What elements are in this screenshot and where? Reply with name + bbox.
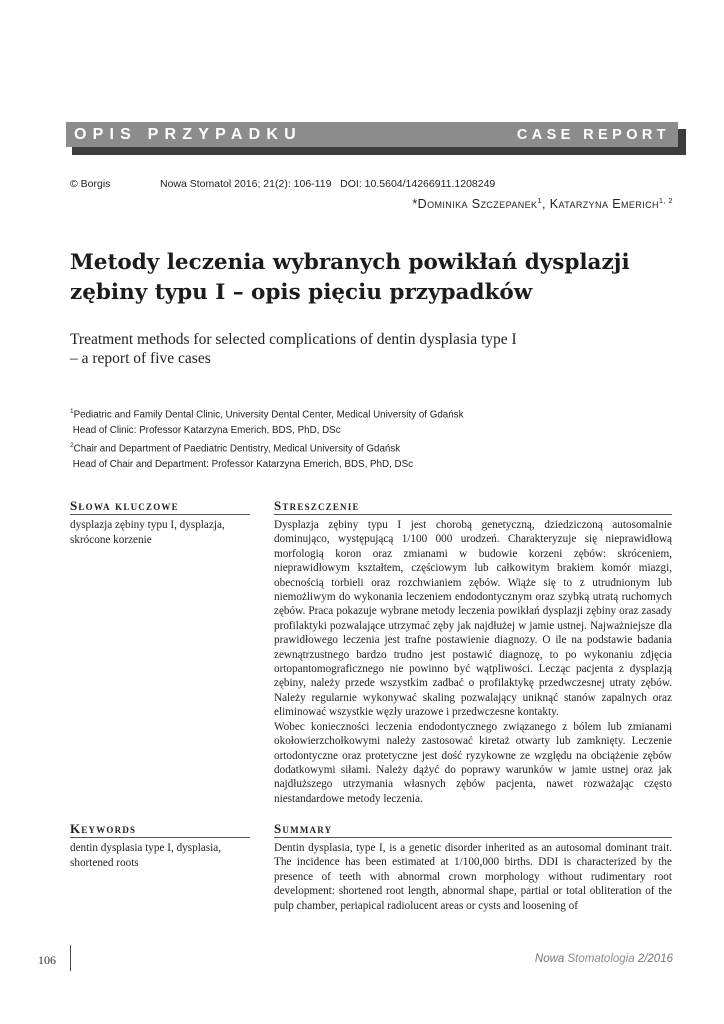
journal-citation: Nowa Stomatol 2016; 21(2): 106-119 DOI: 10.5604/14266911.1208249: [160, 178, 496, 190]
title-pl-line-2: zębiny typu I – opis pięciu przypadków: [70, 280, 533, 305]
author-separator: ,: [542, 197, 550, 212]
keywords-en-rule: [70, 837, 250, 838]
article-title-pl: [70, 248, 670, 308]
footer-divider: [70, 945, 71, 971]
keywords-en-line-1: dentin dysplasia type I, dysplasia,: [70, 842, 222, 854]
abstract-pl-paragraph-2: Wobec konieczności leczenia endodontycznego związanego z bólem lub zmianami okołowierzchołkowymi należy zastosować kiretaż otwarty lub zamknięty. Leczenie ortodontyczne oraz protetyczne jest dość ryzykowne ze względu na obciążenie zębów dodatkowymi siłami. Należy dążyć do poprawy warunków w jamie ustnej oraz jak najdłuższego utrzymania własnych zębów pacjenta, nawet rozważając często niestandardowe metody leczenia.: [274, 720, 672, 805]
abstract-pl-rule: [274, 514, 672, 515]
article-title-en: [70, 330, 680, 368]
affiliation-text: Chair and Department of Paediatric Dentistry, Medical University of Gdańsk: [73, 443, 401, 455]
affiliation-marker: 1: [70, 408, 74, 415]
author-list: [412, 196, 673, 211]
keywords-pl-heading: Słowa kluczowe: [70, 498, 179, 513]
affiliations: [70, 404, 463, 473]
keywords-pl: [70, 518, 250, 547]
title-en-line-1: Treatment methods for selected complications of dentin dysplasia type I: [70, 331, 517, 348]
keywords-en: [70, 841, 250, 870]
abstract-en-rule: [274, 837, 672, 838]
affiliation-text: Head of Chair and Department: Professor Katarzyna Emerich, BDS, PhD, DSc: [70, 459, 414, 471]
section-banner: [66, 122, 678, 147]
section-label-pl: OPIS PRZYPADKU: [74, 125, 302, 143]
keywords-pl-line-2: skrócone korzenie: [70, 533, 152, 546]
abstract-en-paragraph-1: Dentin dysplasia, type I, is a genetic disorder inherited as an autosomal dominant trait. The incidence has been estimated at 1/100,000 births. DDI is characterized by the presence of teeth with abnormal crown morphology without rudimentary root development: shortened root length, abnormal shape, partial or total obliteration of the pulp chamber, periapical radiolucent areas or cysts and loosening of: [274, 842, 672, 912]
author-1: *Dominika Szczepanek: [412, 197, 538, 212]
publisher: © Borgis: [70, 178, 111, 190]
affiliation-line: [70, 457, 463, 473]
affiliation-text: Pediatric and Family Dental Clinic, University Dental Center, Medical University of Gdańsk: [73, 409, 464, 421]
title-pl-line-1: Metody leczenia wybranych powikłań dysplazji: [70, 250, 630, 275]
affiliation-line: [70, 438, 463, 457]
journal-prefix: Nowa: [534, 953, 568, 965]
section-label-en: CASE REPORT: [516, 126, 670, 143]
journal-name: Stomatologia: [567, 953, 635, 965]
page-number: 106: [38, 953, 56, 967]
abstract-en: [274, 841, 672, 913]
keywords-pl-rule: [70, 514, 250, 515]
abstract-pl-heading: Streszczenie: [274, 498, 360, 513]
keywords-en-line-2: shortened roots: [70, 856, 139, 869]
keywords-en-heading: Keywords: [70, 821, 137, 836]
affiliation-marker: 2: [70, 442, 74, 450]
author-2-affiliation: 1, 2: [658, 196, 673, 205]
abstract-pl-paragraph-1: Dysplazja zębiny typu I jest chorobą genetyczną, dziedziczoną autosomalnie dominująco, występującą 1/100 000 urodzeń. Charakteryzuje się nieprawidłową morfologią koron oraz zmianami w budowie korzeni zębów: skróceniem, nieprawidłowym kształtem, częściowym lub całkowitym brakiem komór miazgi, obecnością torbieli oraz rozchwianiem zębów. Wiąże się to z utrudnionym lub niemożliwym do wykonania leczeniem endodontycznym oraz szybką utratą ruchomych zębów. Praca pokazuje wybrane metody leczenia powikłań dysplazji zębiny oraz zasady profilaktyki pozwalające utrzymać zęby jak najdłużej w jamie ustnej. Najważniejsze dla prawidłowego leczenia jest trafne postawienie diagnozy. O ile na podstawie badania zewnątrzustnego bardzo trudno jest postawić diagnozę, to po wykonaniu zdjęcia ortopantomograficznego nie powinno być wątpliwości. Lecząc pacjenta z dysplazją zębiny, należy przede wszystkim zadbać o profilaktykę przedwczesnej utraty zębów. Należy regularnie wykonywać skaling pozwalający uniknąć stanów zapalnych oraz eliminować wszystkie węzły urazowe i przedwczesne kontakty.: [274, 519, 672, 719]
journal-issue: 2/2016: [634, 953, 673, 965]
title-en-line-2: – a report of five cases: [70, 350, 211, 367]
abstract-pl: [274, 518, 672, 806]
affiliation-text: Head of Clinic: Professor Katarzyna Emerich, BDS, PhD, DSc: [70, 424, 341, 436]
author-1-affiliation: 1: [537, 196, 542, 205]
keywords-pl-line-1: dysplazja zębiny typu I, dysplazja,: [70, 519, 225, 531]
abstract-en-heading: Summary: [274, 821, 333, 836]
affiliation-line: [70, 423, 463, 439]
citation-line: [70, 178, 496, 190]
journal-footer: [535, 953, 673, 965]
affiliation-line: [70, 404, 463, 423]
author-2: Katarzyna Emerich: [549, 197, 659, 212]
